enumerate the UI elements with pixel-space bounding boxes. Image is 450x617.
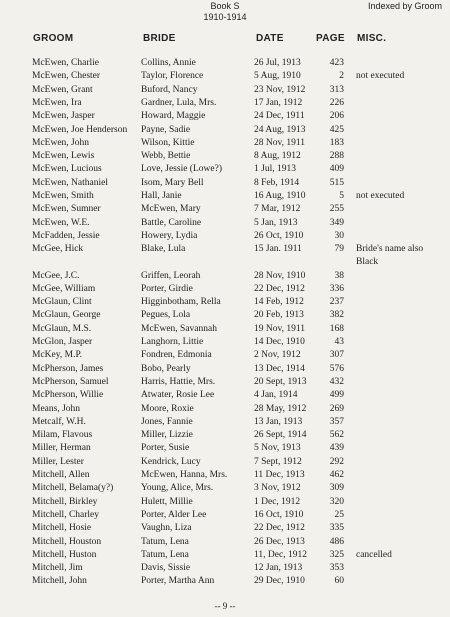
cell-page: 5	[339, 191, 344, 201]
cell-date: 20 Feb, 1913	[254, 310, 304, 321]
table-row	[0, 243, 450, 256]
table-row	[0, 203, 450, 216]
cell-groom: McEwen, Lewis	[32, 151, 95, 162]
cell-date: 24 Dec, 1911	[254, 111, 305, 122]
cell-page: 462	[329, 470, 344, 480]
cell-bride: Buford, Nancy	[141, 84, 198, 95]
cell-bride: Vaughn, Liza	[141, 523, 192, 534]
cell-groom: McEwen, John	[32, 137, 89, 148]
cell-groom: McGee, J.C.	[32, 270, 80, 281]
table-row	[0, 70, 450, 83]
cell-groom: McKey, M.P.	[32, 350, 83, 361]
cell-date: 26 Dec, 1913	[254, 536, 305, 547]
cell-bride: Hulett, Millie	[141, 496, 193, 507]
page-number: -- 9 --	[214, 601, 236, 611]
cell-date: 17 Jan, 1912	[254, 97, 303, 108]
cell-bride: Gardner, Lula, Mrs.	[141, 97, 217, 108]
cell-bride: Higginbotham, Rella	[141, 297, 221, 308]
cell-misc: not executed	[356, 71, 405, 82]
table-row	[0, 270, 450, 283]
table-row	[0, 562, 450, 575]
cell-bride: Miller, Lizzie	[141, 430, 193, 441]
table-row	[0, 230, 450, 243]
table-row	[0, 549, 450, 562]
cell-groom: McEwen, Joe Henderson	[32, 124, 128, 135]
cell-page: 25	[334, 509, 344, 520]
cell-page: 425	[329, 124, 344, 135]
cell-page: 288	[329, 151, 344, 162]
cell-bride: Howard, Maggie	[141, 111, 206, 122]
table-row	[0, 336, 450, 349]
cell-groom: McFadden, Jessie	[32, 230, 100, 241]
cell-date: 2 Nov, 1912	[254, 350, 301, 361]
cell-groom: McGee, Hick	[32, 244, 84, 255]
cell-groom: Mitchell, Houston	[32, 536, 102, 547]
cell-page: 255	[329, 204, 344, 215]
cell-groom: Mitchell, Hosie	[32, 523, 92, 534]
cell-bride: Griffen, Leorah	[141, 270, 201, 281]
cell-groom: McEwen, Smith	[32, 191, 94, 201]
table-row	[0, 97, 450, 110]
cell-bride: Young, Alice, Mrs.	[141, 483, 214, 494]
table-row	[0, 323, 450, 336]
cell-page: 353	[329, 563, 344, 574]
cell-date: 26 Sept, 1914	[254, 430, 307, 441]
cell-date: 22 Dec, 1912	[254, 283, 305, 294]
cell-date: 23 Nov, 1912	[254, 84, 306, 95]
cell-groom: McPherson, Willie	[32, 390, 104, 401]
cell-groom: McEwen, Sumner	[32, 204, 101, 215]
cell-misc: Bride's name also	[356, 244, 424, 255]
cell-date: 16 Oct, 1910	[254, 509, 304, 520]
cell-bride: Moore, Roxie	[141, 403, 194, 414]
year-range: 1910-1914	[203, 12, 247, 22]
cell-groom: Mitchell, Belama(y?)	[32, 483, 114, 494]
table-row	[0, 150, 450, 163]
cell-page: 486	[329, 536, 344, 547]
cell-bride: Collins, Annie	[141, 58, 196, 68]
table-row	[0, 363, 450, 376]
table-row	[0, 536, 450, 549]
cell-date: 7 Sept, 1912	[254, 456, 302, 467]
cell-date: 1 Jul, 1913	[254, 164, 296, 175]
cell-groom: Mitchell, Huston	[32, 549, 97, 560]
misc-continuation: Black	[356, 257, 379, 267]
table-row	[0, 442, 450, 455]
cell-date: 14 Feb, 1912	[254, 297, 304, 308]
cell-date: 26 Oct, 1910	[254, 230, 304, 241]
cell-page: 60	[334, 576, 344, 587]
cell-groom: McEwen, Nathaniel	[32, 177, 108, 188]
cell-date: 19 Nov, 1911	[254, 323, 306, 334]
table-row	[0, 177, 450, 190]
cell-date: 1 Dec, 1912	[254, 496, 301, 507]
cell-bride: Harris, Hattie, Mrs.	[141, 376, 216, 387]
cell-bride: Atwater, Rosie Lee	[141, 390, 215, 401]
cell-bride: McEwen, Hanna, Mrs.	[141, 470, 228, 480]
cell-page: 336	[329, 283, 344, 294]
table-row	[0, 429, 450, 442]
cell-page: 226	[329, 97, 344, 108]
cell-bride: Porter, Alder Lee	[141, 509, 207, 520]
cell-date: 11 Dec, 1913	[254, 470, 305, 480]
column-header-page: PAGE	[316, 33, 345, 44]
cell-page: 325	[329, 549, 344, 560]
cell-date: 5 Jan, 1913	[254, 217, 298, 228]
cell-date: 13 Jan, 1913	[254, 416, 303, 427]
cell-page: 357	[329, 416, 344, 427]
cell-groom: McEwen, Ira	[32, 97, 82, 108]
cell-page: 349	[329, 217, 344, 228]
cell-page: 423	[329, 58, 344, 68]
table-row	[0, 469, 450, 482]
cell-groom: McEwen, Jasper	[32, 111, 95, 122]
cell-bride: Taylor, Florence	[141, 71, 204, 82]
cell-page: 292	[329, 456, 344, 467]
cell-date: 3 Nov, 1912	[254, 483, 301, 494]
cell-bride: Payne, Sadie	[141, 124, 191, 135]
cell-bride: Love, Jessie (Lowe?)	[141, 164, 222, 175]
table-row	[0, 416, 450, 429]
cell-groom: Milam, Flavous	[32, 430, 93, 441]
cell-bride: McEwen, Mary	[141, 204, 201, 215]
cell-page: 30	[334, 230, 344, 241]
cell-groom: McGlaun, Clint	[32, 297, 92, 308]
cell-bride: Tatum, Lena	[141, 549, 189, 560]
cell-date: 14 Dec, 1910	[254, 337, 305, 347]
cell-date: 28 Nov, 1910	[254, 270, 306, 281]
cell-bride: Howery, Lydia	[141, 230, 198, 241]
cell-groom: McGlon, Jasper	[32, 337, 93, 347]
cell-groom: Miller, Lester	[32, 456, 84, 467]
cell-page: 206	[329, 111, 344, 122]
cell-groom: McEwen, W.E.	[32, 217, 90, 228]
table-row	[0, 575, 450, 588]
cell-page: 432	[329, 376, 344, 387]
cell-groom: Miller, Herman	[32, 443, 91, 454]
cell-page: 309	[329, 483, 344, 494]
cell-groom: Means, John	[32, 403, 81, 414]
cell-date: 28 Nov, 1911	[254, 137, 306, 148]
table-row	[0, 110, 450, 123]
cell-date: 5 Aug, 1910	[254, 71, 301, 82]
column-header-bride: BRIDE	[143, 33, 176, 44]
cell-page: 307	[329, 350, 344, 361]
cell-page: 515	[329, 177, 344, 188]
table-row	[0, 57, 450, 70]
cell-bride: Bobo, Pearly	[141, 363, 191, 374]
cell-bride: Langhorn, Littie	[141, 337, 204, 347]
cell-date: 11, Dec, 1912	[254, 549, 307, 560]
cell-date: 15 Jan. 1911	[254, 244, 302, 255]
cell-page: 38	[334, 270, 344, 281]
table-row	[0, 389, 450, 402]
cell-date: 13 Dec, 1914	[254, 363, 305, 374]
column-header-groom: GROOM	[33, 33, 74, 44]
cell-date: 26 Jul, 1913	[254, 58, 301, 68]
cell-page: 409	[329, 164, 344, 175]
cell-date: 28 May, 1912	[254, 403, 307, 414]
cell-date: 8 Aug, 1912	[254, 151, 301, 162]
cell-groom: Mitchell, Allen	[32, 470, 90, 480]
table-row	[0, 509, 450, 522]
cell-date: 5 Nov, 1913	[254, 443, 301, 454]
table-row	[0, 124, 450, 137]
cell-page: 576	[329, 363, 344, 374]
cell-page: 168	[329, 323, 344, 334]
table-row	[0, 217, 450, 230]
cell-bride: Porter, Martha Ann	[141, 576, 215, 587]
cell-page: 382	[329, 310, 344, 321]
cell-groom: Mitchell, Charley	[32, 509, 100, 520]
table-row	[0, 456, 450, 469]
cell-date: 4 Jan, 1914	[254, 390, 298, 401]
cell-groom: McEwen, Charlie	[32, 58, 100, 68]
cell-page: 237	[329, 297, 344, 308]
cell-groom: McGlaun, George	[32, 310, 101, 321]
cell-bride: Davis, Sissie	[141, 563, 191, 574]
table-row	[0, 482, 450, 495]
cell-bride: Pegues, Lola	[141, 310, 191, 321]
indexed-by-note: Indexed by Groom	[367, 1, 442, 11]
cell-bride: Fondren, Edmonia	[141, 350, 212, 361]
cell-groom: McPherson, James	[32, 363, 104, 374]
cell-groom: McEwen, Lucious	[32, 164, 102, 175]
cell-date: 20 Sept, 1913	[254, 376, 307, 387]
cell-bride: Battle, Caroline	[141, 217, 202, 228]
cell-date: 12 Jan, 1913	[254, 563, 303, 574]
cell-date: 29 Dec, 1910	[254, 576, 305, 587]
cell-groom: McGlaun, M.S.	[32, 323, 92, 334]
cell-date: 16 Aug, 1910	[254, 191, 306, 201]
cell-misc: cancelled	[356, 549, 392, 560]
cell-groom: McEwen, Chester	[32, 71, 101, 82]
column-header-misc: MISC.	[357, 33, 387, 44]
cell-bride: Wilson, Kittie	[141, 137, 195, 148]
cell-groom: Mitchell, John	[32, 576, 87, 587]
cell-bride: Porter, Susie	[141, 443, 190, 454]
table-row	[0, 522, 450, 535]
cell-bride: Porter, Girdie	[141, 283, 193, 294]
cell-misc: not executed	[356, 191, 405, 201]
column-header-date: DATE	[256, 33, 284, 44]
book-title: Book S	[210, 1, 240, 11]
cell-groom: McGee, William	[32, 283, 96, 294]
cell-page: 562	[329, 430, 344, 441]
cell-page: 79	[334, 244, 344, 255]
table-row	[0, 496, 450, 509]
table-row	[0, 349, 450, 362]
cell-date: 24 Aug, 1913	[254, 124, 306, 135]
cell-bride: Hall, Janie	[141, 191, 182, 201]
table-row	[0, 283, 450, 296]
table-row	[0, 163, 450, 176]
cell-page: 2	[339, 71, 344, 82]
cell-date: 22 Dec, 1912	[254, 523, 305, 534]
cell-bride: Blake, Lula	[141, 244, 186, 255]
cell-bride: Jones, Fannie	[141, 416, 193, 427]
table-row	[0, 84, 450, 97]
cell-groom: Mitchell, Jim	[32, 563, 83, 574]
cell-bride: Webb, Bettie	[141, 151, 191, 162]
cell-page: 43	[334, 337, 344, 347]
cell-page: 335	[329, 523, 344, 534]
cell-bride: Isom, Mary Bell	[141, 177, 204, 188]
cell-page: 313	[329, 84, 344, 95]
cell-page: 183	[329, 137, 344, 148]
cell-bride: Tatum, Lena	[141, 536, 189, 547]
cell-date: 7 Mar, 1912	[254, 204, 301, 215]
cell-page: 320	[329, 496, 344, 507]
table-row	[0, 137, 450, 150]
cell-page: 499	[329, 390, 344, 401]
cell-bride: Kendrick, Lucy	[141, 456, 201, 467]
cell-bride: McEwen, Savannah	[141, 323, 217, 334]
table-row	[0, 376, 450, 389]
table-row	[0, 309, 450, 322]
cell-groom: McEwen, Grant	[32, 84, 93, 95]
cell-page: 439	[329, 443, 344, 454]
cell-date: 8 Feb, 1914	[254, 177, 300, 188]
cell-groom: Mitchell, Birkley	[32, 496, 98, 507]
table-row	[0, 403, 450, 416]
cell-page: 269	[329, 403, 344, 414]
cell-groom: Metcalf, W.H.	[32, 416, 86, 427]
table-row	[0, 296, 450, 309]
cell-groom: McPherson, Samuel	[32, 376, 109, 387]
table-row	[0, 190, 450, 203]
